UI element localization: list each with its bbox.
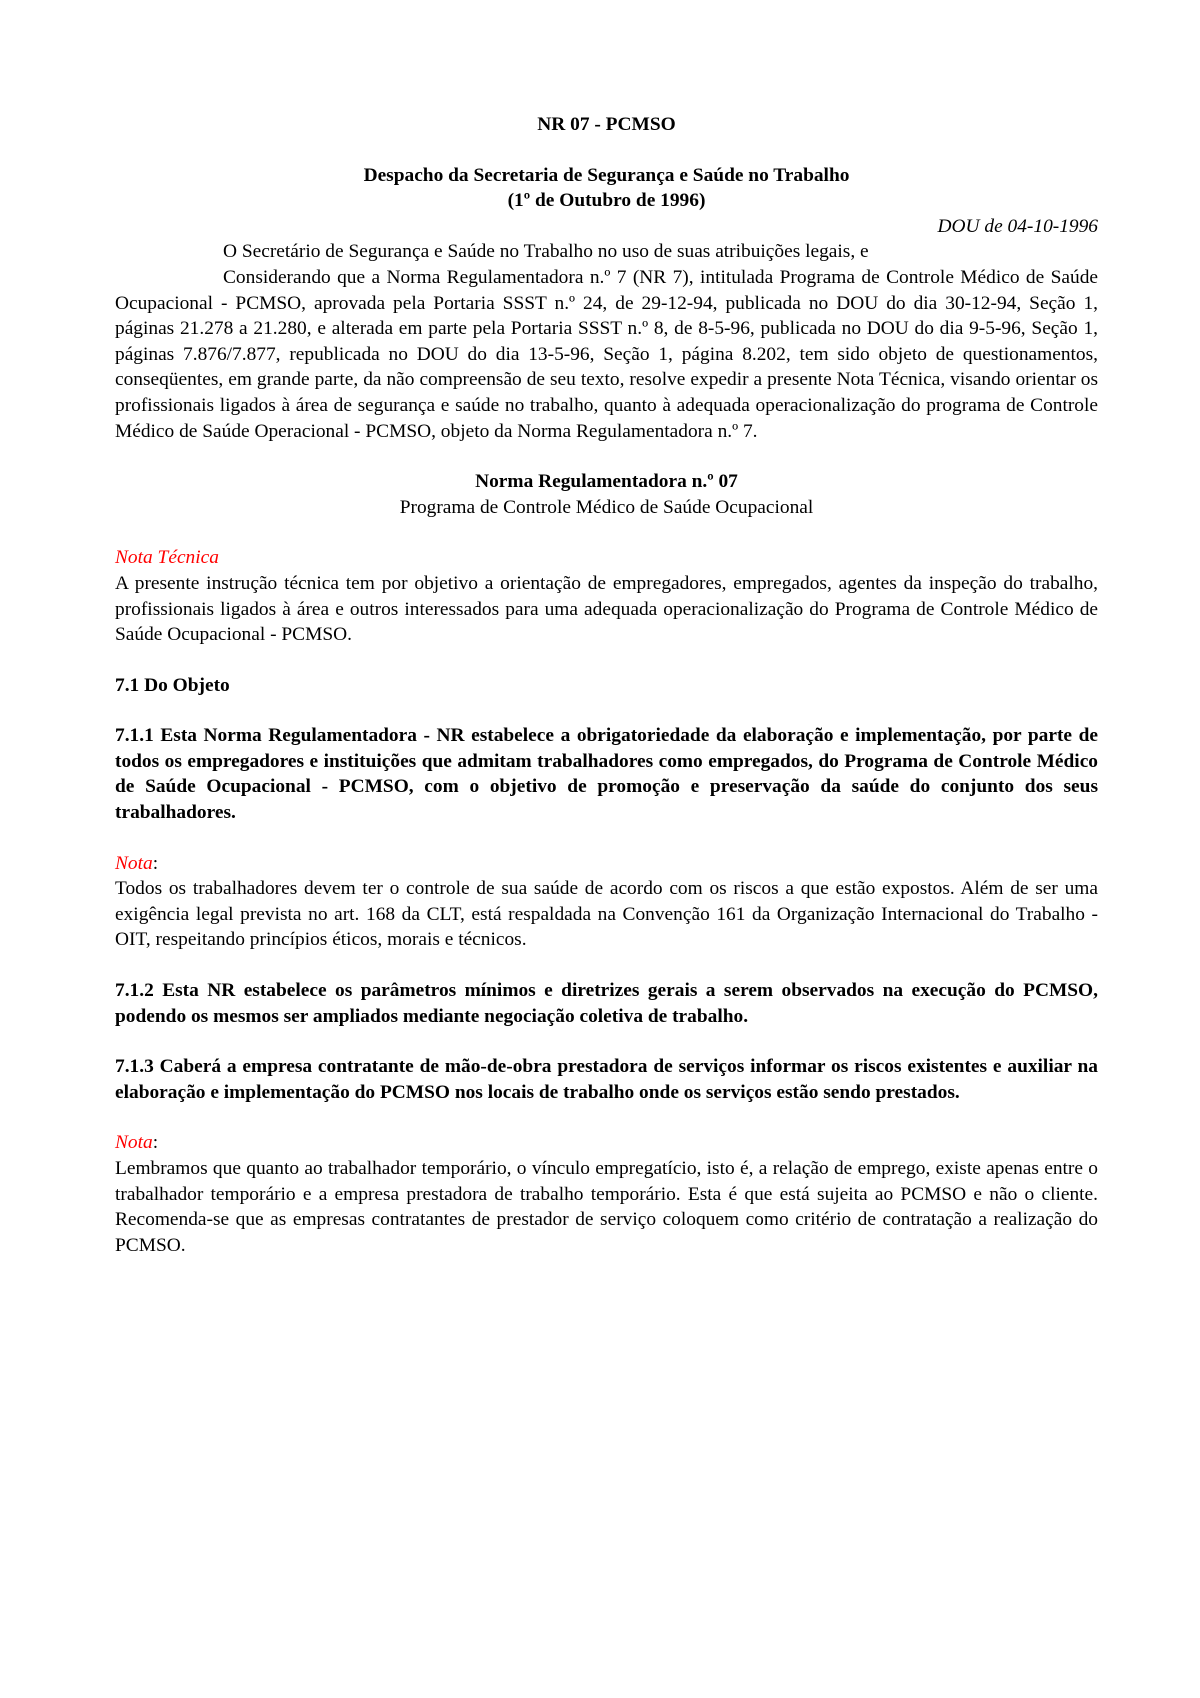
intro-considerando-paragraph: Considerando que a Norma Regulamentadora n.º 7 (NR 7), intitulada Programa de Controle Médico de Saúde Ocupacional - PCMSO, aprovada pela Portaria SSST n.º 24, de 29-12-94, publicada no DOU do dia 30-12-94, Seção 1, páginas 21.278 a 21.280, e alterada em parte pela Portaria SSST n.º 8, de 8-5-96, publicada no DOU do dia 9-5-96, Seção 1, páginas 7.876/7.877, republicada no DOU do dia 13-5-96, Seção 1, página 8.202, tem sido objeto de questionamentos, conseqüentes, em grande parte, da não compreensão de seu texto, resolve expedir a presente Nota Técnica, visando orientar os profissionais ligados à área de segurança e saúde no trabalho, quanto à adequada operacionalização do programa de Controle Médico de Saúde Operacional - PCMSO, objeto da Norma Regulamentadora n.º 7. [115, 266, 1098, 442]
despacho-date: (1º de Outubro de 1996) [507, 190, 706, 212]
dou-reference: DOU de 04-10-1996 [937, 215, 1098, 237]
nota-1-label: Nota [115, 852, 153, 874]
document-title: NR 07 - PCMSO [537, 114, 676, 135]
document-page [115, 112, 1098, 1258]
item-7-1-1: 7.1.1 Esta Norma Regulamentadora - NR estabelece a obrigatoriedade da elaboração e implementação, por parte de todos os empregadores e instituições que admitam trabalhadores como empregados, do Programa de Controle Médico de Saúde Ocupacional - PCMSO, com o objetivo de promoção e preservação da saúde do conjunto dos seus trabalhadores. [115, 725, 1098, 824]
nota-2-colon: : [152, 1132, 159, 1154]
nota-1-label-line [115, 851, 1098, 877]
nota-2-text: Lembramos que quanto ao trabalhador temporário, o vínculo empregatício, isto é, a relação de emprego, existe apenas entre o trabalhador temporário e a empresa prestadora de trabalho temporário. Esta é que está sujeita ao PCMSO e não o cliente. Recomenda-se que as empresas contratantes de prestador de serviço coloquem como critério de contratação a realização do PCMSO. [115, 1158, 1098, 1256]
despacho-heading: Despacho da Secretaria de Segurança e Saúde no Trabalho [363, 164, 850, 186]
item-7-1-2: 7.1.2 Esta NR estabelece os parâmetros mínimos e diretrizes gerais a serem observados na execução do PCMSO, podendo os mesmos ser ampliados mediante negociação coletiva de trabalho. [115, 980, 1098, 1027]
item-7-1-3: 7.1.3 Caberá a empresa contratante de mão-de-obra prestadora de serviços informar os riscos existentes e auxiliar na elaboração e implementação do PCMSO nos locais de trabalho onde os serviços estão sendo prestados. [115, 1056, 1098, 1103]
nota-2-label-line [115, 1130, 1098, 1156]
nota-1-colon: : [152, 852, 159, 874]
nota-tecnica-label: Nota Técnica [115, 547, 219, 569]
intro-opening-line: O Secretário de Segurança e Saúde no Trabalho no uso de suas atribuições legais, e [223, 241, 869, 263]
norma-subtitle: Programa de Controle Médico de Saúde Ocupacional [399, 496, 814, 518]
nota-1-text: Todos os trabalhadores devem ter o controle de sua saúde de acordo com os riscos a que estão expostos. Além de ser uma exigência legal prevista no art. 168 da CLT, está respaldada na Convenção 161 da Organização Internacional do Trabalho - OIT, respeitando princípios éticos, morais e técnicos. [115, 878, 1098, 951]
nota-tecnica-text: A presente instrução técnica tem por objetivo a orientação de empregadores, empregados, agentes da inspeção do trabalho, profissionais ligados à área e outros interessados para uma adequada operacionalização do Programa de Controle Médico de Saúde Ocupacional - PCMSO. [115, 572, 1098, 646]
section-7-1-heading: 7.1 Do Objeto [115, 674, 230, 696]
norma-title: Norma Regulamentadora n.º 07 [475, 471, 738, 493]
nota-2-label: Nota [115, 1132, 153, 1154]
